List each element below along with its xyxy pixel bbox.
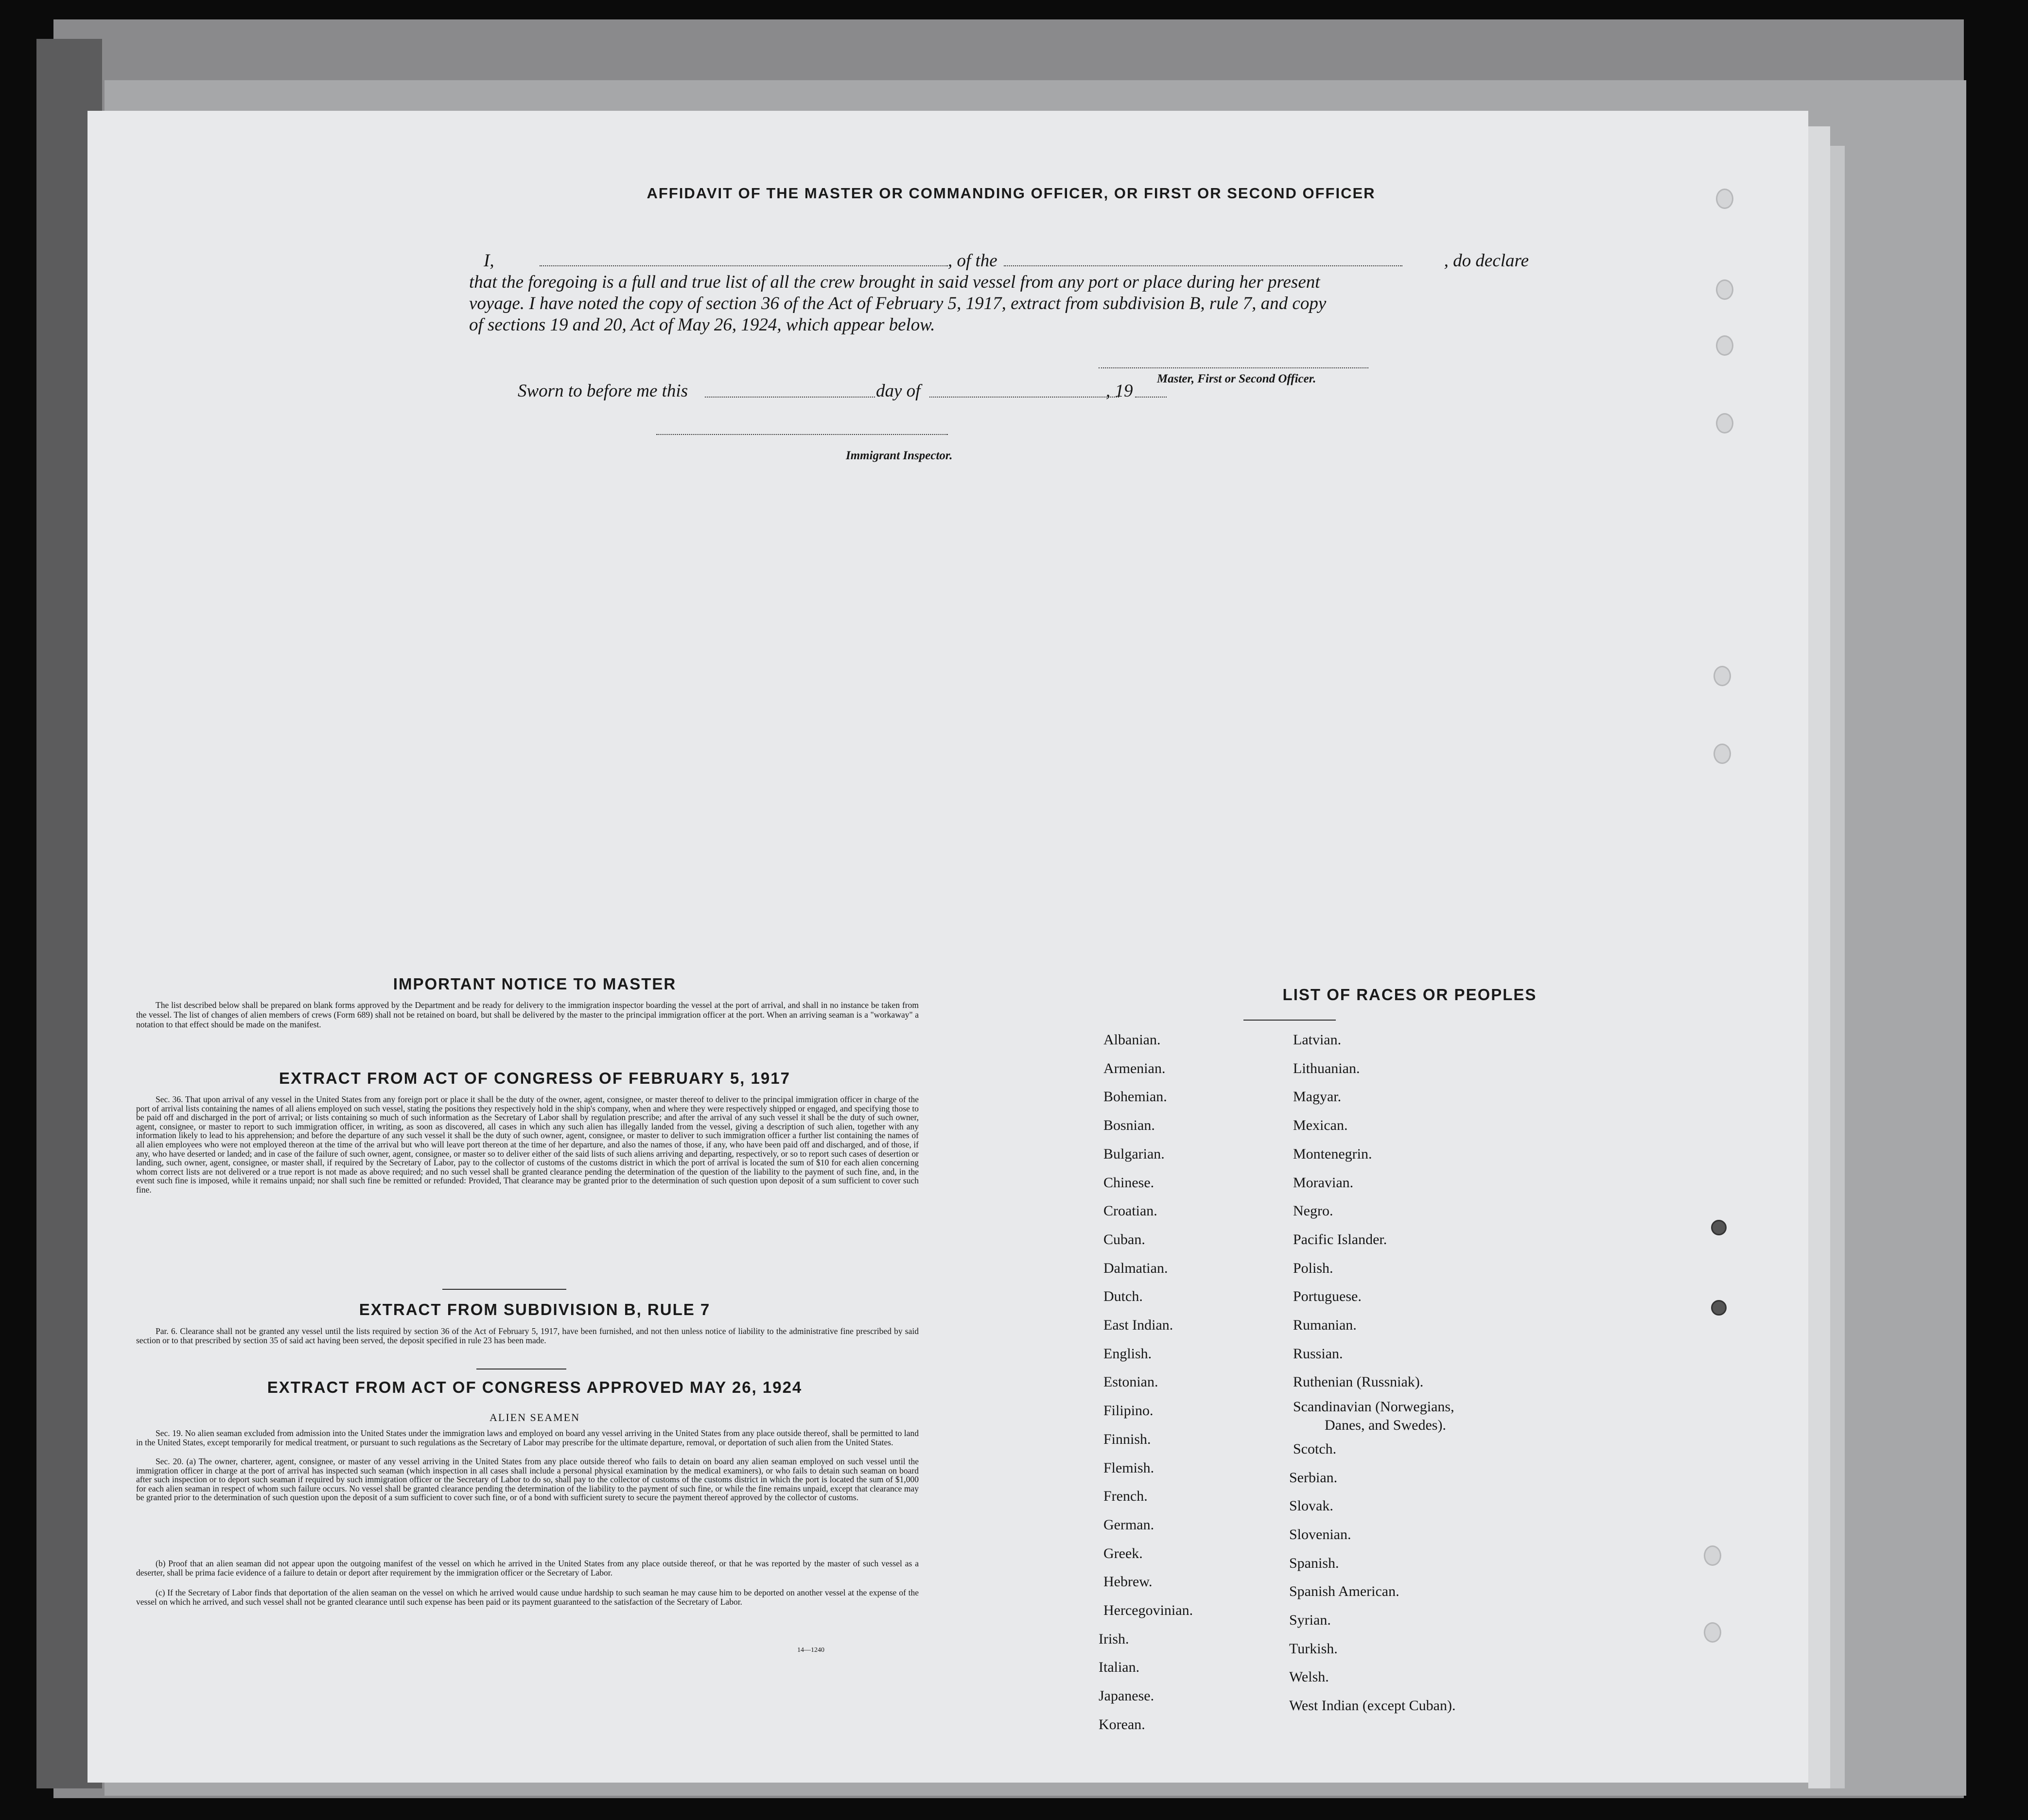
binder-hole xyxy=(1704,1622,1721,1643)
race-item: Latvian. xyxy=(1293,1032,1342,1048)
race-item: Magyar. xyxy=(1293,1089,1342,1105)
race-item: Mexican. xyxy=(1293,1117,1348,1134)
race-item: Korean. xyxy=(1099,1716,1145,1733)
notice-body: The list described below shall be prepared on blank forms approved by the Department and be ready for delivery to the immigration inspector boarding the vessel at the port of arrival, and shall in no instance be taken from the vessel. The list of changes of alien members of crews (Form 689) shall not be retained on board, but shall be delivered by the master to the principal immigration officer at the port. When an arriving seaman is a "workaway" a notation to that effect should be made on the manifest. xyxy=(136,1000,919,1029)
race-item: Estonian. xyxy=(1103,1374,1158,1390)
race-item: Italian. xyxy=(1099,1659,1140,1676)
vessel-name-field[interactable] xyxy=(1004,265,1402,266)
race-item: Flemish. xyxy=(1103,1459,1154,1476)
extract-1924-title: EXTRACT FROM ACT OF CONGRESS APPROVED MAY 26, 1924 xyxy=(267,1378,803,1396)
race-item: Montenegrin. xyxy=(1293,1145,1372,1162)
race-item: Albanian. xyxy=(1103,1032,1161,1048)
race-item: Moravian. xyxy=(1293,1174,1354,1191)
year-label: , 19 xyxy=(1106,381,1133,401)
race-item: Armenian. xyxy=(1103,1060,1166,1076)
binder-hole xyxy=(1716,335,1733,356)
notice-title: IMPORTANT NOTICE TO MASTER xyxy=(393,975,677,993)
binder-hole xyxy=(1711,1300,1727,1316)
race-item: Russian. xyxy=(1293,1345,1343,1362)
extract-1917-body: Sec. 36. That upon arrival of any vessel in the United States from any foreign port or place it shall be the duty of the owner, agent, consignee, or master thereof to deliver to the principal immigration officer in charge of the port of arrival lists containing the names of all aliens employed on such vessel, stating the positions they respectively hold in the ship's company, when and where they were respectively shipped or engaged, and specifying those to be paid off and discharged in the port of arrival; or lists containing so much of such information as the Secretary of Labor shall by regulation prescribe; and after the arrival of any such vessel it shall be the duty of such owner, agent, consignee, or master to report to such immigration officer, in writing, as soon as discovered, all cases in which any such alien has illegally landed from the vessel, giving a description of such alien, together with any information likely to lead to his apprehension; and before the departure of any such vessel it shall be the duty of such owner, agent, consignee, or master to deliver to such immigration officer a further list containing the names of all alien employees who were not employed thereon at the time of the arrival but who will leave port thereon at the time of her departure, and also the names of those, if any, who have been paid off and discharged, and of those, if any, who have deserted or landed; and in case of the failure of such owner, agent, consignee, or master so to deliver either of the said lists of such aliens arriving and departing, respectively, or so to report such cases of desertion or landing, such owner, agent, consignee, or master shall, if required by the Secretary of Labor, pay to the collector of customs of the customs district in which the port of arrival is located the sum of $10 for each alien concerning whom correct lists are not delivered or a true report is not made as above required; and no such vessel shall be granted clearance pending the determination of the question of the liability to the payment of such fine, and, in the event such fine is imposed, while it remains unpaid; nor shall such fine be remitted or refunded: Provided, That clearance may be granted prior to the determination of such question upon deposit of a sum sufficient to cover such fine. xyxy=(136,1094,919,1195)
races-title: LIST OF RACES OR PEOPLES xyxy=(1282,986,1537,1004)
binder-hole xyxy=(1716,279,1733,300)
affidavit-i-label: I, xyxy=(484,251,494,271)
divider-1 xyxy=(442,1289,566,1290)
affidavit-line-3: voyage. I have noted the copy of section 36 of the Act of February 5, 1917, extract from subdivision B, rule 7, and copy xyxy=(469,294,1327,313)
sworn-label: Sworn to before me this xyxy=(518,381,688,401)
sworn-day-field[interactable] xyxy=(705,397,875,398)
race-item: Hebrew. xyxy=(1103,1574,1153,1590)
form-number: 14—1240 xyxy=(797,1647,824,1654)
race-item: Slovenian. xyxy=(1289,1526,1351,1543)
race-item: Serbian. xyxy=(1289,1469,1338,1486)
race-item: Negro. xyxy=(1293,1203,1333,1219)
binder-hole xyxy=(1711,1220,1727,1235)
race-item: Slovak. xyxy=(1289,1498,1333,1514)
race-item: Syrian. xyxy=(1289,1612,1331,1628)
sworn-month-field[interactable] xyxy=(929,397,1119,398)
sec-19-text: Sec. 19. No alien seaman excluded from admission into the United States under the immigration laws and employed on board any vessel arriving in the United States from any place outside thereof, shall be permitted to land in the United States, except temporarily for medical treatment, or pursuant to such regulations as the Secretary of Labor may prescribe for the ultimate departure, removal, or deportation of such alien from the United States. xyxy=(136,1428,919,1447)
race-item: Bohemian. xyxy=(1103,1089,1167,1105)
race-item: East Indian. xyxy=(1103,1317,1173,1333)
race-item: Chinese. xyxy=(1103,1174,1154,1191)
day-of-label: day of xyxy=(876,381,921,401)
race-item: Ruthenian (Russniak). xyxy=(1293,1374,1424,1390)
race-item: German. xyxy=(1103,1516,1154,1533)
race-item: Turkish. xyxy=(1289,1640,1338,1657)
race-item: Rumanian. xyxy=(1293,1317,1357,1333)
races-title-rule xyxy=(1243,1020,1336,1021)
race-item: Pacific Islander. xyxy=(1293,1231,1387,1248)
race-item: French. xyxy=(1103,1488,1148,1505)
race-item: Bulgarian. xyxy=(1103,1145,1165,1162)
race-item: Bosnian. xyxy=(1103,1117,1155,1134)
subdivision-b-body: Par. 6. Clearance shall not be granted any vessel until the lists required by section 36 of the Act of February 5, 1917, have been furnished, and not then unless notice of liability to the administrative fine prescribed by said section or to that prescribed by section 35 of said act having been served, the deposit specified in rule 23 has been made. xyxy=(136,1326,919,1345)
race-item: Lithuanian. xyxy=(1293,1060,1360,1076)
sec-20b-text: (b) Proof that an alien seaman did not appear upon the outgoing manifest of the vessel on which he arrived in the United States from any place outside thereof, or that he was reported by the master of such vessel as a deserter, shall be prima facie evidence of a failure to detain or deport after requirement by the immigration officer or the Secretary of Labor. xyxy=(136,1559,919,1577)
binder-hole xyxy=(1704,1545,1721,1566)
subdivision-b-title: EXTRACT FROM SUBDIVISION B, RULE 7 xyxy=(359,1300,711,1318)
race-item: Filipino. xyxy=(1103,1403,1154,1419)
extract-1917-title: EXTRACT FROM ACT OF CONGRESS OF FEBRUARY 5, 1917 xyxy=(279,1069,790,1087)
race-item: Irish. xyxy=(1099,1630,1129,1647)
race-item: Croatian. xyxy=(1103,1203,1157,1219)
officer-signature-label: Master, First or Second Officer. xyxy=(1157,372,1316,385)
race-item: Portuguese. xyxy=(1293,1288,1362,1305)
race-item: Cuban. xyxy=(1103,1231,1145,1248)
race-item: Greek. xyxy=(1103,1545,1143,1561)
inspector-label: Immigrant Inspector. xyxy=(846,449,953,462)
race-item: Scotch. xyxy=(1293,1440,1337,1457)
inspector-signature-field[interactable] xyxy=(656,434,948,435)
page-edge-shadow xyxy=(1830,146,1845,1788)
race-item: Polish. xyxy=(1293,1260,1333,1276)
alien-seamen-subtitle: ALIEN SEAMEN xyxy=(490,1411,580,1423)
race-item: Spanish American. xyxy=(1289,1583,1399,1600)
affidavit-title: AFFIDAVIT OF THE MASTER OR COMMANDING OFFICER, OR FIRST OR SECOND OFFICER xyxy=(647,185,1376,202)
page-edge xyxy=(1808,126,1830,1788)
race-item: Scandinavian (Norwegians, xyxy=(1293,1399,1454,1415)
affidavit-declare-label: , do declare xyxy=(1444,251,1529,271)
binder-hole xyxy=(1716,413,1733,433)
race-item: Danes, and Swedes). xyxy=(1325,1417,1446,1434)
affidavit-of-label: , of the xyxy=(948,251,997,271)
race-item: West Indian (except Cuban). xyxy=(1289,1698,1456,1714)
form-page xyxy=(87,111,1808,1783)
binder-hole xyxy=(1713,744,1731,764)
race-item: Spanish. xyxy=(1289,1555,1339,1571)
race-item: Welsh. xyxy=(1289,1669,1329,1685)
race-item: Hercegovinian. xyxy=(1103,1602,1193,1618)
affiant-name-field[interactable] xyxy=(540,265,948,266)
race-item: Dalmatian. xyxy=(1103,1260,1168,1276)
race-item: Finnish. xyxy=(1103,1431,1151,1447)
sec-20c-text: (c) If the Secretary of Labor finds that deportation of the alien seaman on the vessel on which he arrived would cause undue hardship to such seaman he may cause him to be deported on another vessel at the expense of the vessel on which he arrived, and such vessel shall not be granted clearance until such expense has been paid or its payment guaranteed to the satisfaction of the Secretary of Labor. xyxy=(136,1588,919,1607)
race-item: Japanese. xyxy=(1099,1688,1154,1704)
sworn-year-field[interactable] xyxy=(1135,397,1167,398)
affidavit-line-2: that the foregoing is a full and true list of all the crew brought in said vessel from any port or place during her present xyxy=(469,272,1320,292)
binder-hole xyxy=(1716,189,1733,209)
race-item: Dutch. xyxy=(1103,1288,1143,1305)
affidavit-line-4: of sections 19 and 20, Act of May 26, 1924, which appear below. xyxy=(469,315,935,335)
race-item: English. xyxy=(1103,1345,1152,1362)
sec-20a-text: Sec. 20. (a) The owner, charterer, agent, consignee, or master of any vessel arriving in the United States from any place outside thereof who fails to detain on board any alien seaman employed on such vessel until the immigration officer in charge at the port of arrival has inspected such seaman (which inspection in all cases shall include a personal physical examination by the medical examiners), or who fails to detain such seaman on board after such inspection or to deport such seaman if required by such immigration officer or the Secretary of Labor to do so, shall pay to the collector of customs of the customs district in which the port is located the sum of $1,000 for each alien seaman in respect of whom such failure occurs. No vessel shall be granted clearance pending the determination of the liability to the payment of such fine, or while the fine remains unpaid, except that clearance may be granted prior to the determination of such question upon the deposit of a sum sufficient to cover such fine, or of a bond with sufficient surety to secure the payment thereof approved by the collector of customs. xyxy=(136,1456,919,1503)
binder-hole xyxy=(1713,666,1731,686)
